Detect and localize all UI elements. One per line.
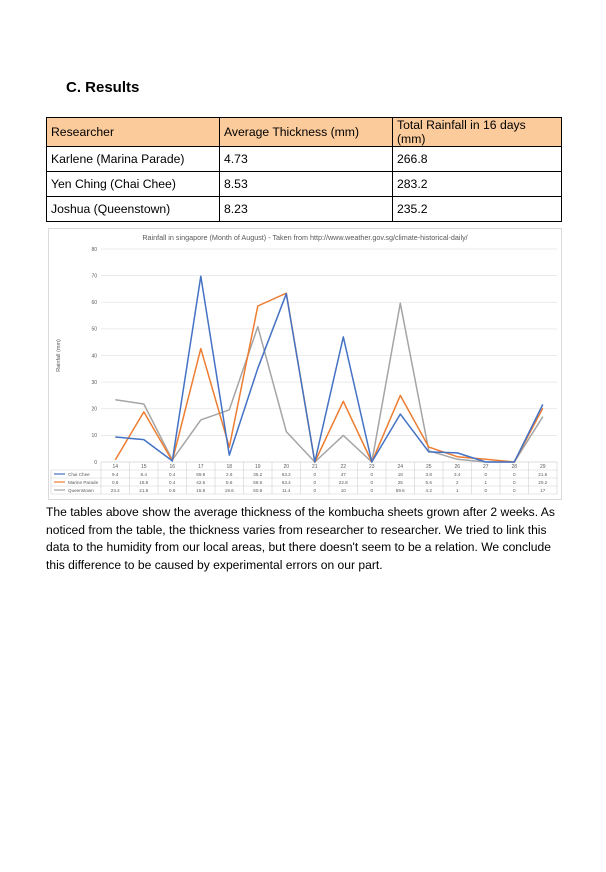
data-table-value: 58.6 xyxy=(253,479,263,485)
x-tick-label: 29 xyxy=(539,464,546,470)
y-axis-label: Rainfall (mm) xyxy=(56,339,62,372)
data-table-value: 5.6 xyxy=(425,479,432,485)
x-tick-label: 15 xyxy=(140,464,147,470)
data-table-value: 4.2 xyxy=(425,487,432,493)
rainfall-chart-svg xyxy=(48,228,562,500)
data-table-value: 18.8 xyxy=(139,479,149,485)
data-table-value: 69.8 xyxy=(196,471,206,477)
data-table-value: 63.4 xyxy=(281,479,291,485)
results-table xyxy=(46,117,562,222)
x-tick-label: 23 xyxy=(368,464,375,470)
x-tick-label: 26 xyxy=(454,464,461,470)
data-table-value: 0 xyxy=(484,487,488,493)
data-table-value: 63.2 xyxy=(281,471,291,477)
x-tick-label: 17 xyxy=(197,464,204,470)
y-tick-label: 70 xyxy=(91,273,97,280)
legend-label: Marine Parade xyxy=(68,479,99,485)
data-table-value: 0 xyxy=(313,487,317,493)
cell-rainfall: 266.8 xyxy=(393,147,562,172)
x-tick-label: 22 xyxy=(340,464,347,470)
x-tick-label: 14 xyxy=(112,464,119,470)
data-table-value: 5.6 xyxy=(226,479,233,485)
legend-label: Queenstown xyxy=(68,487,94,493)
y-tick-label: 80 xyxy=(91,246,97,253)
data-table-value: 0.4 xyxy=(169,479,176,485)
data-table-value: 8.4 xyxy=(140,471,147,477)
data-table-value: 59.6 xyxy=(395,487,405,493)
cell-researcher: Yen Ching (Chai Chee) xyxy=(47,172,220,197)
data-table-value: 2.6 xyxy=(226,471,233,477)
data-table-value: 50.8 xyxy=(253,487,263,493)
y-tick-label: 0 xyxy=(94,459,97,466)
header-researcher: Researcher xyxy=(47,118,220,147)
data-table-value: 0.4 xyxy=(169,471,176,477)
data-table-value: 10 xyxy=(340,487,346,493)
y-tick-label: 60 xyxy=(91,300,97,307)
table-row xyxy=(47,172,562,197)
x-tick-label: 27 xyxy=(482,464,489,470)
y-tick-label: 20 xyxy=(91,406,97,413)
data-table-value: 0 xyxy=(313,479,317,485)
data-table-value: 15.8 xyxy=(196,487,206,493)
data-table-value: 0 xyxy=(370,471,374,477)
results-paragraph: The tables above show the average thickness of the kombucha sheets grown after 2 weeks. As noticed from the table, the thickness varies from researcher to researcher. We tried to link this data to the humidity from our local areas, but there doesn't seem to be a relation. We conclude this difference to be caused by experimental errors on our part. xyxy=(46,505,555,572)
data-table-value: 1 xyxy=(484,479,488,485)
section-title: C. Results xyxy=(66,79,140,96)
data-table-value: 18 xyxy=(397,471,403,477)
data-table-value: 0 xyxy=(313,471,317,477)
header-average-thickness: Average Thickness (mm) xyxy=(220,118,393,147)
data-table-value: 22.8 xyxy=(338,479,348,485)
data-table-value: 0.8 xyxy=(112,479,119,485)
data-table-value: 17 xyxy=(540,487,546,493)
header-total-rainfall: Total Rainfall in 16 days (mm) xyxy=(393,118,562,147)
x-tick-label: 24 xyxy=(397,464,404,470)
rainfall-chart xyxy=(48,228,562,500)
cell-rainfall: 235.2 xyxy=(393,197,562,222)
y-tick-label: 40 xyxy=(91,353,97,360)
data-table-value: 42.6 xyxy=(196,479,206,485)
data-table-value: 1 xyxy=(455,487,459,493)
data-table-value: 0 xyxy=(484,471,488,477)
x-tick-label: 18 xyxy=(226,464,233,470)
data-table-value: 19.6 xyxy=(224,487,234,493)
data-table-value: 21.6 xyxy=(538,471,548,477)
cell-thickness: 8.53 xyxy=(220,172,393,197)
x-tick-label: 28 xyxy=(511,464,518,470)
x-tick-label: 16 xyxy=(169,464,176,470)
data-table-value: 11.4 xyxy=(281,487,291,493)
data-table-value: 25 xyxy=(397,479,403,485)
x-tick-label: 25 xyxy=(425,464,432,470)
data-table-value: 0 xyxy=(370,479,374,485)
x-tick-label: 19 xyxy=(254,464,261,470)
data-table-value: 0 xyxy=(512,487,516,493)
x-tick-label: 20 xyxy=(283,464,290,470)
y-tick-label: 10 xyxy=(91,433,97,440)
cell-researcher: Karlene (Marina Parade) xyxy=(47,147,220,172)
data-table-value: 0 xyxy=(512,471,516,477)
x-tick-label: 21 xyxy=(311,464,318,470)
y-tick-label: 50 xyxy=(91,326,97,333)
data-table-value: 3.4 xyxy=(454,471,461,477)
data-table-value: 2 xyxy=(455,479,459,485)
data-table-value: 9.4 xyxy=(112,471,119,477)
data-table-value: 20.2 xyxy=(538,479,548,485)
data-table-value: 47 xyxy=(340,471,346,477)
cell-thickness: 8.23 xyxy=(220,197,393,222)
cell-researcher: Joshua (Queenstown) xyxy=(47,197,220,222)
data-table-value: 21.8 xyxy=(139,487,149,493)
y-tick-label: 30 xyxy=(91,379,97,386)
cell-rainfall: 283.2 xyxy=(393,172,562,197)
table-header-row xyxy=(47,118,562,147)
table-row xyxy=(47,147,562,172)
data-table-value: 35.2 xyxy=(253,471,263,477)
data-table-value: 0 xyxy=(370,487,374,493)
table-row xyxy=(47,197,562,222)
data-table-value: 3.8 xyxy=(425,471,432,477)
legend-label: Chai Chee xyxy=(68,471,90,477)
data-table-value: 0.8 xyxy=(169,487,176,493)
cell-thickness: 4.73 xyxy=(220,147,393,172)
chart-title: Rainfall in singapore (Month of August) - Taken from http://www.weather.gov.sg/climate-historical-daily/ xyxy=(142,233,468,242)
data-table-value: 23.4 xyxy=(110,487,120,493)
data-table-value: 0 xyxy=(512,479,516,485)
